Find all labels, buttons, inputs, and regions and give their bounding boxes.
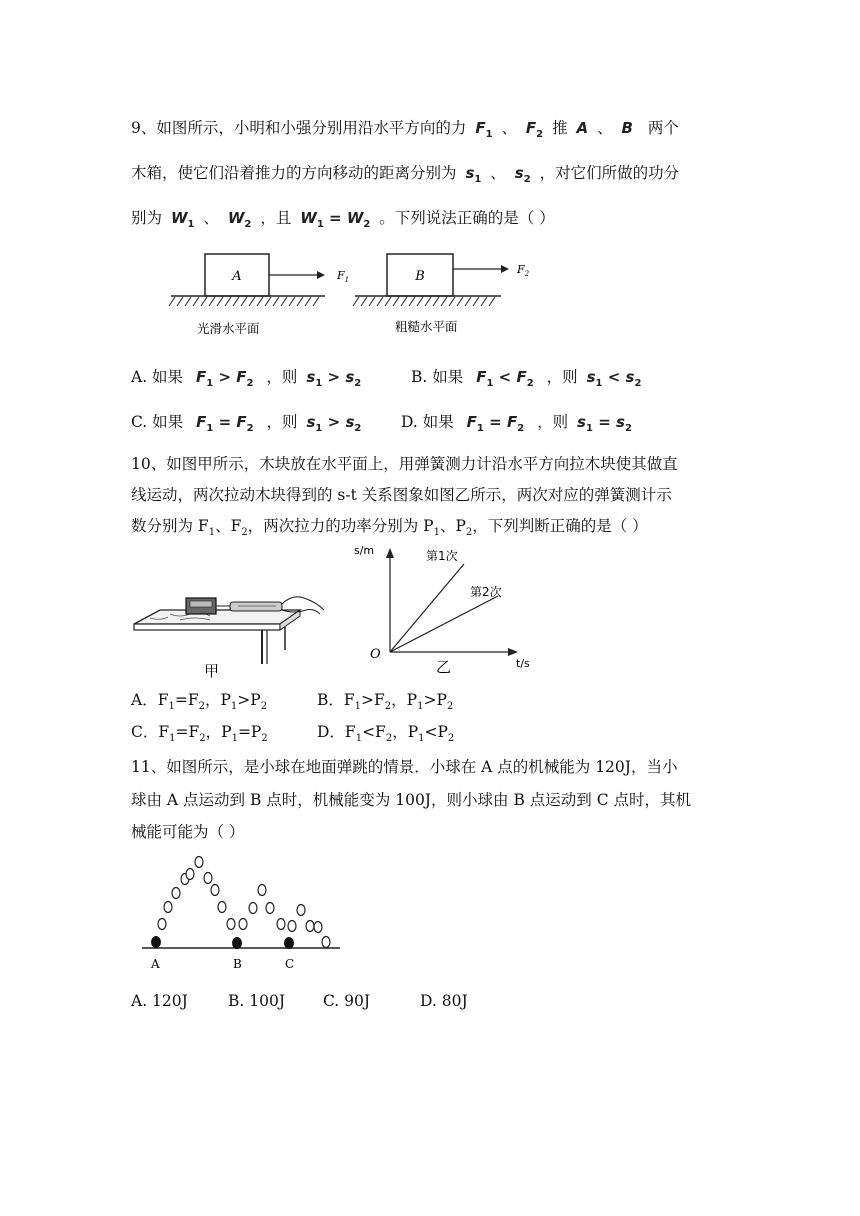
ball-trajectory [158,857,330,948]
q10-option-c[interactable]: C．$F_1=F_2$，$P_1=P_2$ [131,723,268,745]
q10-option-b[interactable]: B．$F_1>F_2$，$P_1>P_2$ [317,691,454,713]
math-A: A [576,119,589,137]
y-arrow [386,548,394,558]
ball-point-b [232,937,242,949]
label-c: C [285,957,295,971]
series-line-1 [390,564,464,652]
math-W1: $W_1$ [170,209,195,230]
math-s1: $s_1$ [465,164,482,185]
x-axis-label: t/s [516,657,530,670]
surface-a-label: 光滑水平面 [197,321,260,336]
arrowhead-a [317,271,325,279]
table-edge [134,624,280,630]
series-line-2 [390,596,498,652]
q9-option-a[interactable]: A. 如果 $F_1 > F_2$ ，则 $s_1 > s_2$ [131,368,362,389]
q11-option-c[interactable]: C. 90J [323,992,371,1010]
arrowhead-b [501,265,509,273]
origin-label: O [370,647,381,662]
q9-line-1: 9、如图所示，小明和小强分别用沿水平方向的力 $F_1$ 、 $F_2$ 推 A 、 B 两个 [131,119,679,140]
label-jia: 甲 [204,662,220,680]
hatch-a [169,297,319,306]
table-top [134,610,300,624]
math-F1: $F_1$ [475,119,493,140]
q11-figure [140,850,345,975]
q10-figure-jia [130,578,330,680]
surface-b-label: 粗糙水平面 [395,319,458,334]
q10-line-2: 线运动，两次拉动木块得到的 s-t 关系图象如图乙所示，两次对应的弹簧测计示 [131,486,672,504]
q9-option-d[interactable]: D. 如果 $F_1 = F_2$ ，则 $s_1 = s_2$ [401,413,632,434]
force-a-label: $F_1$ [337,269,350,284]
y-axis-label: s/m [354,544,375,557]
series-1-label: 第1次 [426,549,458,563]
hatch-b [353,297,495,306]
q10-option-a[interactable]: A．$F_1=F_2$，$P_1>P_2$ [131,691,268,713]
q11-option-b[interactable]: B. 100J [228,992,286,1010]
series-2-label: 第2次 [470,585,502,599]
q11-line-3: 械能可能为（ ） [131,823,245,841]
q9-line-3: 别为 $W_1$ 、 $W_2$ ，且 $W_1 = W_2$ 。下列说法正确的是（ ） [131,209,555,230]
q11-option-a[interactable]: A. 120J [131,992,188,1010]
label-b: B [233,957,242,971]
math-W1-eq-W2: $W_1 = W_2$ [300,209,371,230]
q10-line-3: 数分别为 $F_1$、$F_2$，两次拉力的功率分别为 $P_1$、$P_2$，下列判断正确的是（ ） [131,517,648,539]
ball-point-c [284,937,294,949]
q11-line-2: 球由 A 点运动到 B 点时，机械能变为 100J，则小球由 B 点运动到 C 点时，其机 [131,791,691,809]
force-b-label: $F_2$ [517,263,530,278]
box-a-label: A [232,269,242,284]
hand [282,597,324,614]
ball-point-a [151,936,161,948]
math-s2: $s_2$ [514,164,531,185]
math-B: B [621,119,633,137]
math-F2: $F_2$ [525,119,544,140]
q9-option-b[interactable]: B. 如果 $F_1 < F_2$ ，则 $s_1 < s_2$ [411,368,642,389]
label-a: A [151,957,160,971]
label-yi: 乙 [436,658,452,676]
q11-option-d[interactable]: D. 80J [420,992,468,1010]
math-W2: $W_2$ [227,209,252,230]
q9-line-2: 木箱，使它们沿着推力的方向移动的距离分别为 $s_1$ 、 $s_2$ ，对它们所做的功分 [131,164,680,185]
q10-option-d[interactable]: D．$F_1<F_2$，$P_1<P_2$ [317,723,455,745]
q9-figure [165,246,545,346]
q10-figure-yi [350,540,540,682]
spring-scale [230,602,282,611]
box-b-label: B [415,269,425,284]
x-arrow [508,648,518,656]
q11-line-1: 11、如图所示，是小球在地面弹跳的情景．小球在 A 点的机械能为 120J，当小 [131,758,678,776]
q10-line-1: 10、如图甲所示，木块放在水平面上，用弹簧测力计沿水平方向拉木块使其做直 [131,455,678,473]
q9-option-c[interactable]: C. 如果 $F_1 = F_2$ ，则 $s_1 > s_2$ [131,413,362,434]
